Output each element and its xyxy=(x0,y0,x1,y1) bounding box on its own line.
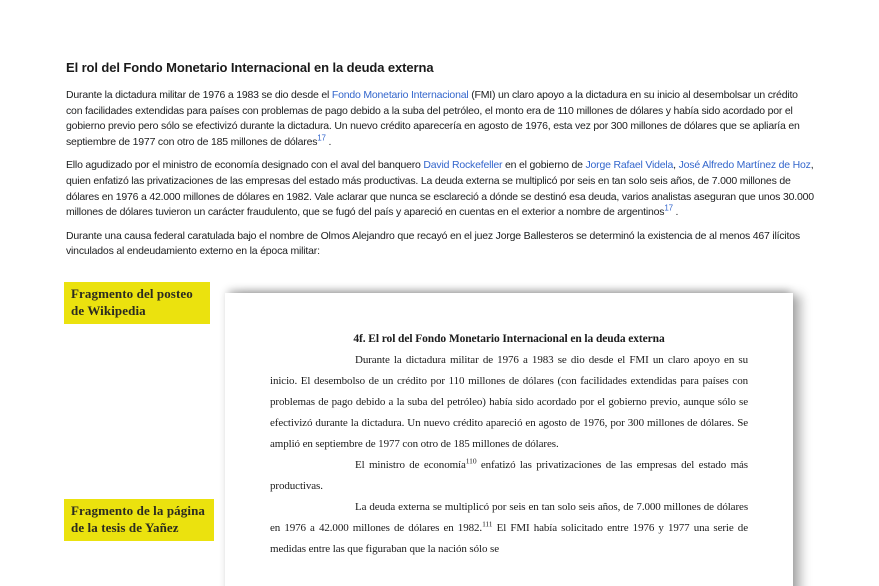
reference-link-sup[interactable]: 17 xyxy=(317,133,326,143)
text-run: Ello agudizado por el ministro de economía designado con el aval del banquero xyxy=(66,159,424,172)
reference-link-sup[interactable]: 17 xyxy=(664,203,673,213)
highlight-label-wikipedia-line1: Fragmento del posteo xyxy=(71,286,193,301)
text-run: El FMI había solicitado entre 1976 y 1977 una serie de medidas entre las que figuraban que la nación sólo se xyxy=(270,522,748,555)
wiki-link[interactable]: Jorge Rafael Videla xyxy=(585,159,674,172)
text-run: (FMI) un claro apoyo a la dictadura en su inicio al desembolsar un crédito con facilidades extendidas para países con problemas de pago debido a la suba del petróleo, el monto era de 110 millones de dólares y había sido acordado por el gobierno previo pero sólo se efectivizó durante la dictadura. Un nuevo crédito aparecería en agosto de 1976, esta vez por 300 millones de dólares que se apliaría en septiembre de 1977 con otro de 185 millones de dólares xyxy=(66,89,800,148)
text-run: , xyxy=(673,159,679,172)
highlight-label-wikipedia-line2: de Wikipedia xyxy=(71,302,146,318)
text-run: La deuda externa se multiplicó por seis en tan solo seis años, de 7.000 millones de dólares en 1976 a 42.000 millones de dólares en 1982. xyxy=(270,501,748,534)
footnote-sup: 111 xyxy=(482,519,493,529)
wiki-paragraph-2 xyxy=(66,158,816,220)
thesis-page-scan xyxy=(225,293,793,586)
wikipedia-fragment xyxy=(66,60,816,268)
wiki-paragraph-3 xyxy=(66,229,816,260)
text-run: Durante una causa federal caratulada bajo el nombre de Olmos Alejandro que recayó en el juez Jorge Ballesteros se determinó la existencia de al menos 467 ilícitos vinculados al endeudamiento externo en la época militar: xyxy=(66,229,800,258)
text-run: , quien enfatizó las privatizaciones de las empresas del estado más productivas. La deuda externa se multiplicó por seis en tan solo seis años, de 7.000 millones de dólares en 1976 a 42.000 millones de dólares en 1982. Vale aclarar que nunca se esclareció a dónde se destinó esa deuda, varios analistas aseguran que unos 30.000 millones de dólares tuvieron un carácter fraudulento, que se fugó del país y apareció en cuentas en el exterior a nombre de argentinos xyxy=(66,159,814,219)
wiki-section-heading: El rol del Fondo Monetario Internacional en la deuda externa xyxy=(66,60,434,75)
wiki-paragraph-1 xyxy=(66,88,816,150)
thesis-paragraph-2 xyxy=(270,455,748,497)
text-run: . xyxy=(672,206,679,219)
text-run: El ministro de economía xyxy=(355,459,466,471)
wiki-link[interactable]: Fondo Monetario Internacional xyxy=(331,89,469,101)
text-run: Durante la dictadura militar de 1976 a 1983 se dio desde el FMI un claro apoyo en su inicio. El desembolso de un crédito por 110 millones de dólares (con facilidades extendidas para países con problemas de pago debido a la suba del petróleo) había sido acordado por el gobierno previo, aunque sólo se efectivizó durante la dictadura. Un nuevo crédito apareció en agosto de 1976, por 300 millones de dólares. Se amplió en septiembre de 1977 con otro de 185 millones de dólares. xyxy=(270,354,748,450)
footnote-sup: 110 xyxy=(465,456,477,466)
thesis-paragraph-1 xyxy=(270,350,748,455)
text-run: . xyxy=(325,135,332,148)
text-run: enfatizó las privatizaciones de las empresas del estado más productivas. xyxy=(270,459,748,492)
text-run: en el gobierno de xyxy=(502,159,586,172)
highlight-label-thesis-line2: de la tesis de Yañez xyxy=(71,519,179,535)
text-run: Durante la dictadura militar de 1976 a 1983 se dio desde el xyxy=(66,89,332,101)
highlight-label-wikipedia xyxy=(64,282,210,324)
thesis-page-content xyxy=(270,329,748,560)
highlight-label-thesis xyxy=(64,499,214,541)
wiki-link[interactable]: David Rockefeller xyxy=(423,159,503,172)
wiki-link[interactable]: José Alfredo Martínez de Hoz xyxy=(678,159,811,172)
thesis-section-heading: 4f. El rol del Fondo Monetario Internacional en la deuda externa xyxy=(353,333,665,345)
highlight-label-thesis-line1: Fragmento de la página xyxy=(71,503,206,518)
thesis-paragraph-3 xyxy=(270,497,748,560)
